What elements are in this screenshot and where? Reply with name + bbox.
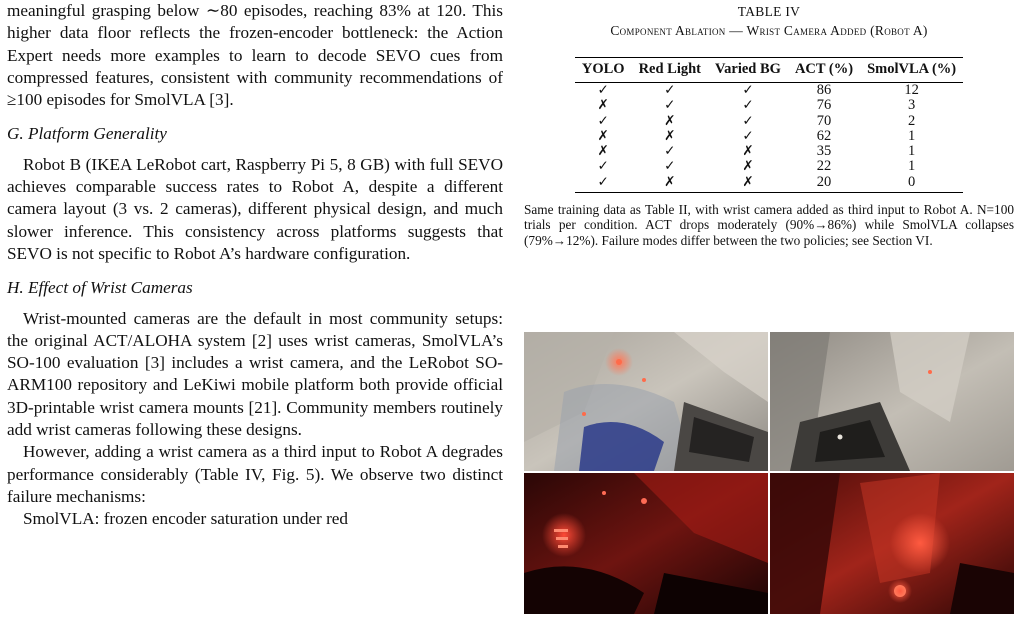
table-caption: Same training data as Table II, with wrist camera added as third input to Robot A. N=100 trials per condition. ACT drops moderately (90%→86%) while SmolVLA collapses (79%→12%). Failure modes differ between the two policies; see Section VI. — [524, 202, 1014, 248]
section-heading-platform-generality: G. Platform Generality — [7, 124, 167, 144]
table-row — [575, 83, 963, 99]
cell-yolo: ✓ — [597, 112, 609, 129]
wrist-camera-figure — [524, 332, 1014, 614]
camera-frame-image — [524, 473, 768, 614]
paragraph-wrist-cameras-degrade: However, adding a wrist camera as a third input to Robot A degrades performance considerably (Table IV, Fig. 5). We observe two distinct failure mechanisms: — [7, 442, 503, 506]
header-yolo: YOLO — [575, 58, 632, 83]
cell-act: 76 — [816, 97, 832, 114]
cell-act: 35 — [816, 143, 832, 160]
paragraph-platform-generality: Robot B (IKEA LeRobot cart, Raspberry Pi 5, 8 GB) with full SEVO achieves comparable success rates to Robot A, despite a different camera layout (3 vs. 2 cameras), different physical design, and much slower inference. This consistency across platforms suggests that SEVO is not specific to Robot A’s hardware configuration. — [7, 154, 503, 263]
header-varied-bg: Varied BG — [708, 58, 788, 83]
cell-smolvla: 1 — [907, 127, 916, 144]
figure-panel-normal-light-a — [524, 332, 768, 471]
table-row — [575, 175, 963, 193]
cell-smolvla: 3 — [907, 97, 916, 114]
cell-varied-bg: ✗ — [742, 158, 754, 175]
cell-yolo: ✓ — [597, 82, 609, 98]
camera-frame-image — [524, 332, 768, 471]
cell-act: 62 — [816, 127, 832, 144]
paragraph-data-floor: meaningful grasping below ∼80 episodes, reaching 83% at 120. This higher data floor reflects the frozen-encoder bottleneck: the Action Expert needs more examples to learn to decode SEVO cues from compressed features, consistent with community recommendations of ≥100 episodes for SmolVLA [3]. — [7, 1, 503, 110]
left-column — [7, 0, 503, 531]
cell-red-light: ✓ — [664, 97, 676, 114]
section-heading-wrist-cameras: H. Effect of Wrist Cameras — [7, 278, 193, 298]
cell-varied-bg: ✓ — [742, 82, 754, 98]
cell-red-light: ✓ — [664, 82, 676, 98]
paragraph-smolvla-failure: SmolVLA: frozen encoder saturation under red — [23, 509, 349, 529]
cell-yolo: ✗ — [597, 143, 609, 160]
camera-frame-image — [770, 332, 1014, 471]
cell-smolvla: 0 — [860, 175, 963, 193]
camera-frame-image — [770, 473, 1014, 614]
cell-red-light: ✓ — [664, 158, 676, 175]
cell-act: 70 — [816, 112, 832, 129]
header-act: ACT (%) — [788, 58, 860, 83]
cell-red-light: ✗ — [664, 127, 676, 144]
cell-act: 20 — [788, 175, 860, 193]
cell-varied-bg: ✓ — [742, 97, 754, 114]
table-row — [575, 129, 963, 144]
cell-varied-bg: ✓ — [742, 112, 754, 129]
table-title: Component Ablation — Wrist Camera Added (Robot A) — [610, 23, 928, 38]
cell-red-light: ✓ — [664, 143, 676, 160]
cell-yolo: ✓ — [597, 158, 609, 175]
cell-smolvla: 12 — [904, 82, 919, 98]
cell-red-light: ✗ — [664, 112, 676, 129]
cell-yolo: ✗ — [597, 97, 609, 114]
figure-panel-red-light-a — [524, 473, 768, 614]
header-smolvla: SmolVLA (%) — [860, 58, 963, 83]
paragraph-wrist-cameras-default: Wrist-mounted cameras are the default in most community setups: the original ACT/ALOHA system [2] uses wrist cameras, SmolVLA’s SO-100 evaluation [3] includes a wrist camera, and the LeRobot SO-ARM100 repository and LeKiwi mobile platform both provide official 3D-printable wrist camera mounts [21]. Community members routinely add wrist cameras following these designs. — [7, 308, 503, 440]
cell-yolo: ✓ — [575, 175, 632, 193]
table-header-row — [575, 58, 963, 83]
figure-panel-normal-light-b — [770, 332, 1014, 471]
cell-smolvla: 2 — [907, 112, 916, 129]
ablation-table — [575, 57, 963, 193]
cell-act: 22 — [816, 158, 832, 175]
header-red-light: Red Light — [632, 58, 708, 83]
cell-red-light: ✗ — [632, 175, 708, 193]
cell-varied-bg: ✓ — [742, 127, 754, 144]
cell-varied-bg: ✗ — [708, 175, 788, 193]
right-column — [524, 0, 1014, 248]
cell-act: 86 — [816, 82, 832, 98]
cell-smolvla: 1 — [907, 143, 916, 160]
table-row — [575, 144, 963, 159]
table-row — [575, 114, 963, 129]
cell-smolvla: 1 — [907, 158, 916, 175]
table-number: TABLE IV — [737, 4, 801, 19]
cell-varied-bg: ✗ — [742, 143, 754, 160]
cell-yolo: ✗ — [597, 127, 609, 144]
figure-panel-red-light-b — [770, 473, 1014, 614]
table-row — [575, 98, 963, 113]
table-row — [575, 159, 963, 174]
